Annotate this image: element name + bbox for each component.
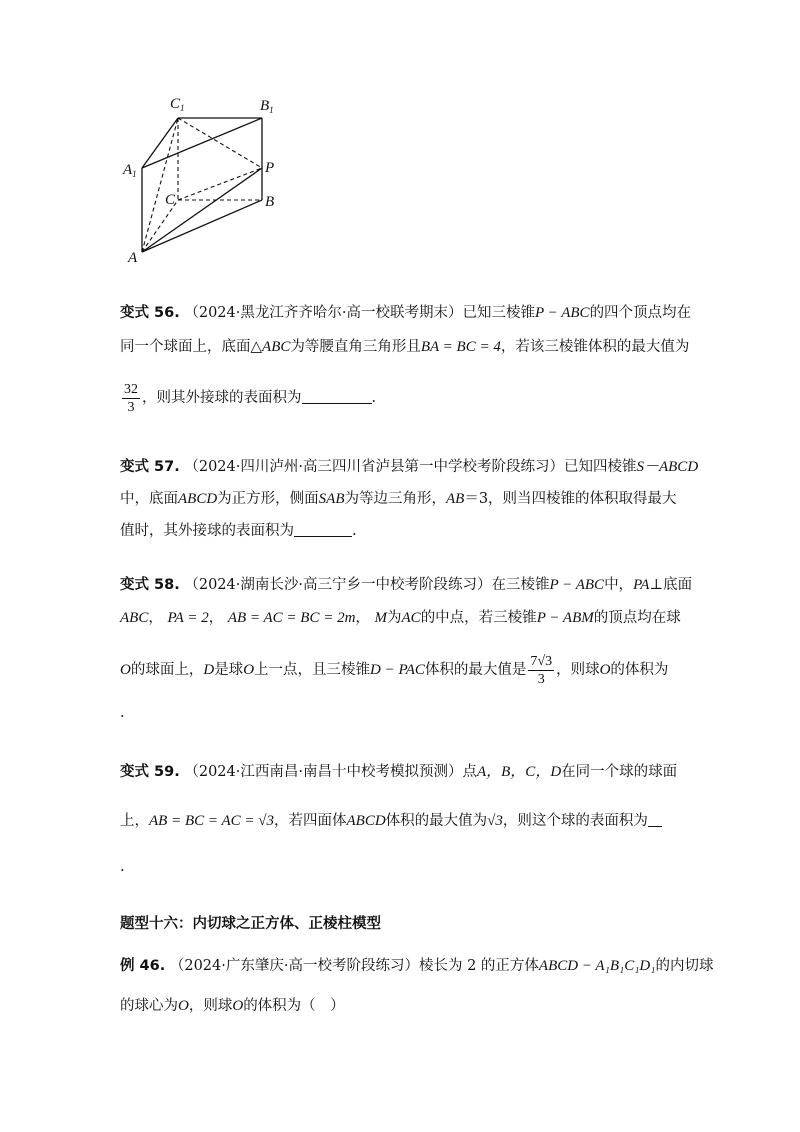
q58-fraction: $\frac{7√3}{3}$ [530,653,553,687]
edge-a-p [142,168,262,252]
q57-line-1: 变式 57. （2024·四川泸州·高三四川省泸县第一中学校考阶段练习）已知四棱锥S－ABCD [120,459,699,475]
label-a: A [128,250,138,266]
label-c: C [165,192,176,208]
q56-fraction: $\frac{32}{3}$ [124,381,138,415]
label-b1: $B_1$ [260,98,274,115]
prism-figure [120,90,290,270]
q56-line-1: 变式 56. （2024·黑龙江齐齐哈尔·高一校联考期末）已知三棱锥P − ABC的四个顶点均在 [120,305,692,321]
q59-answer-blank[interactable] [648,812,662,827]
label-c1: $C_1$ [170,96,185,113]
q56-answer-blank[interactable] [302,389,372,404]
q59-label: 变式 59. [120,764,180,780]
edge-c1-p [178,118,262,168]
q58-label: 变式 58. [120,577,180,593]
label-a1: $A_1$ [123,162,137,179]
ex46-label: 例 46. [120,958,166,974]
ex46-line-1: 例 46. （2024·广东肇庆·高一校考阶段练习）棱长为 2 的正方体ABCD − A₁B₁C₁D₁的内切球 [120,958,714,974]
q58-line-1: 变式 58. （2024·湖南长沙·高三宁乡一中校考阶段练习）在三棱锥P − ABC中，PA⊥底面 [120,577,693,593]
q59-line-2: 上，AB = BC = AC = √3，若四面体ABCD体积的最大值为√3，则这个球的表面积为 [120,811,662,831]
label-b: B [265,194,275,210]
q57-label: 变式 57. [120,459,180,475]
section-title: 题型十六：内切球之正方体、正棱柱模型 [120,916,381,932]
q57-answer-blank[interactable] [294,522,352,537]
q58-line-2: ABC， PA = 2， AB = AC = BC = 2m， M为AC的中点，若三棱锥P − ABM的顶点均在球 [120,610,681,626]
q56-label: 变式 56. [120,305,180,321]
edge-a-c1 [142,118,178,252]
edge-c-p [178,168,262,200]
q59-line-3: . [120,859,125,875]
q57-line-3: 值时，其外接球的表面积为 . [120,523,357,539]
q59-line-1: 变式 59. （2024·江西南昌·南昌十中校考模拟预测）点A，B，C，D在同一个球的球面 [120,764,678,780]
label-p: P [265,160,275,176]
q58-line-3: O的球面上，D是球O上一点，且三棱锥D − PAC体积的最大值是 $\frac{7√3}{3}$ ，则球O的体积为 [120,653,669,687]
q57-line-2: 中，底面ABCD为正方形，侧面SAB为等边三角形，AB＝3，则当四棱锥的体积取得最大 [120,491,677,507]
q58-line-4: . [120,705,125,721]
ex46-line-2: 的球心为O，则球O的体积为（ ） [120,998,345,1014]
q56-line-3: $\frac{32}{3}$ ，则其外接球的表面积为 . [124,381,377,415]
q56-line-2: 同一个球面上，底面△ABC为等腰直角三角形且BA = BC = 4，若该三棱锥体积的最大值为 [120,339,690,355]
